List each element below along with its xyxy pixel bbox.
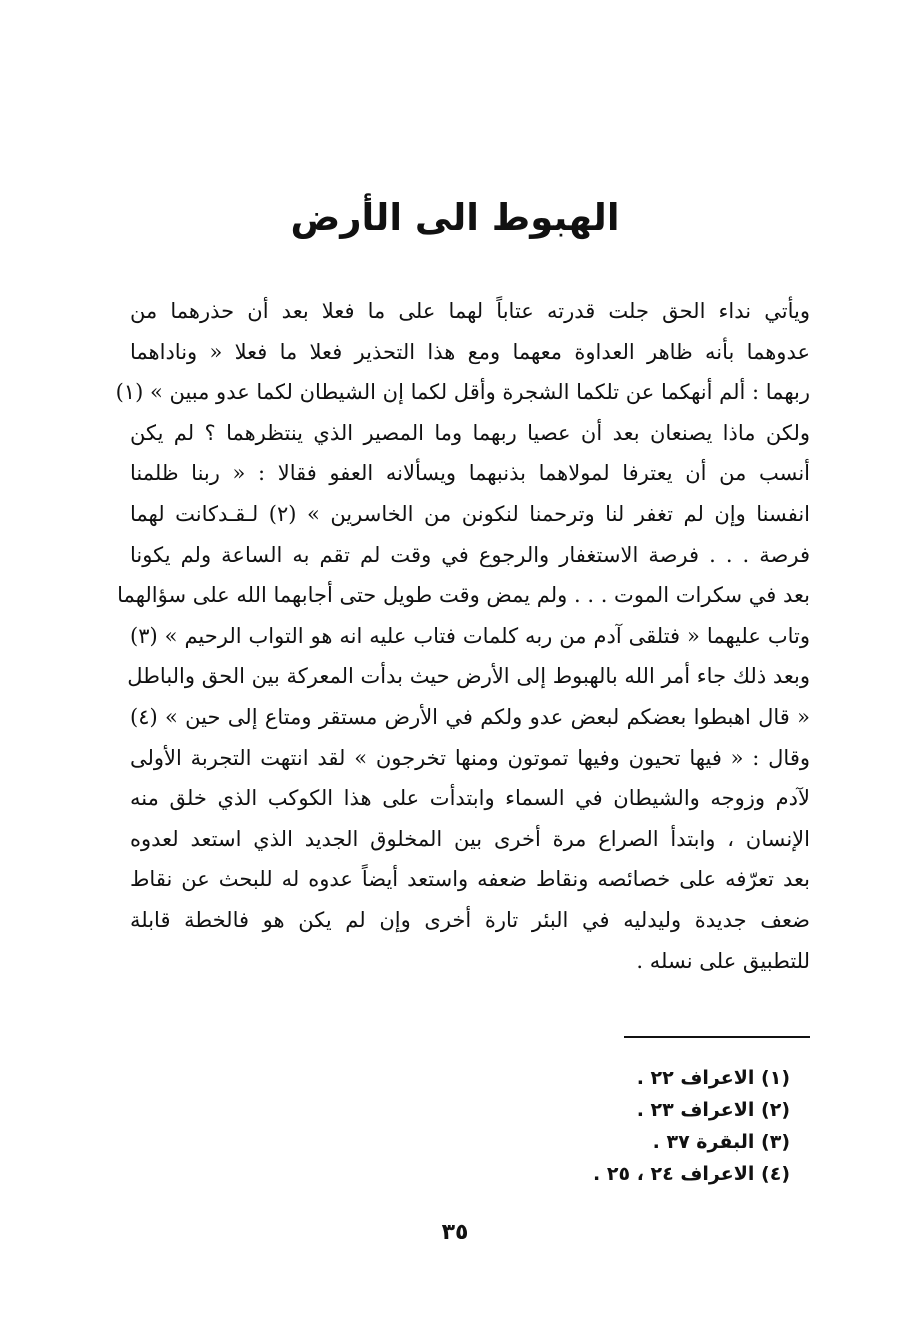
paragraph-line: انفسنا وإن لم تغفر لنا وترحمنا لنكونن من الخاسرين » (٢) لـقـدكانت لهما — [130, 501, 810, 526]
footnote-divider — [624, 1036, 810, 1038]
paragraph-line: ربهما : ألم أنهكما عن تلكما الشجرة وأقل لكما إن الشيطان لكما عدو مبين » (١) — [115, 380, 810, 405]
paragraph-line: ولكن ماذا يصنعان بعد أن عصيا ربهما وما المصير الذي ينتظرهما ؟ لم يكن — [130, 420, 810, 445]
paragraph-line: وقال : « فيها تحيون وفيها تموتون ومنها تخرجون » لقد انتهت التجربة الأولى — [130, 745, 810, 770]
paragraph-line: لآدم وزوجه والشيطان في السماء وابتدأت على هذا الكوكب الذي خلق منه — [130, 786, 810, 811]
chapter-title: الهبوط الى الأرض — [290, 196, 620, 239]
footnote-item: (٤) الاعراف ٢٤ ، ٢٥ . — [593, 1163, 790, 1185]
paragraph-line: الإنسان ، وابتدأ الصراع مرة أخرى بين المخلوق الجديد الذي استعد لعدوه — [130, 826, 810, 851]
paragraph-line: عدوهما بأنه ظاهر العداوة معهما ومع هذا التحذير فعلا ما فعلا « وناداهما — [130, 339, 810, 364]
footnote-item: (١) الاعراف ٢٢ . — [636, 1067, 790, 1089]
footnote-item: (٣) البقرة ٣٧ . — [652, 1131, 790, 1153]
footnote-item: (٢) الاعراف ٢٣ . — [636, 1099, 790, 1121]
paragraph-line: أنسب من أن يعترفا لمولاهما بذنبهما ويسألانه العفو فقالا : « ربنا ظلمنا — [130, 461, 810, 486]
paragraph-line: وتاب عليهما « فتلقى آدم من ربه كلمات فتاب عليه انه هو التواب الرحيم » (٣) — [130, 623, 810, 648]
paragraph-line: ضعف جديدة وليدليه في البئر تارة أخرى وإن لم يكن هو فالخطة قابلة — [130, 907, 810, 932]
paragraph-line: فرصة . . . فرصة الاستغفار والرجوع في وقت لم تقم به الساعة ولم يكونا — [130, 542, 810, 567]
main-paragraph — [115, 291, 810, 981]
paragraph-line: وبعد ذلك جاء أمر الله بالهبوط إلى الأرض حيث بدأت المعركة بين الحق والباطل — [127, 664, 810, 689]
paragraph-line: بعد تعرّفه على خصائصه ونقاط ضعفه واستعد أيضاً عدوه له للبحث عن نقاط — [130, 867, 810, 892]
page-number: ٣٥ — [441, 1220, 469, 1245]
paragraph-line: « قال اهبطوا بعضكم لبعض عدو ولكم في الأرض مستقر ومتاع إلى حين » (٤) — [130, 704, 810, 729]
paragraph-line: بعد في سكرات الموت . . . ولم يمض وقت طويل حتى أجابهما الله على سؤالهما — [117, 583, 810, 608]
paragraph-line: ويأتي نداء الحق جلت قدرته عتاباً لهما على ما فعلا بعد أن حذرهما من — [130, 299, 810, 323]
paragraph-line: للتطبيق على نسله . — [636, 948, 810, 973]
footnotes-list — [470, 1062, 790, 1190]
